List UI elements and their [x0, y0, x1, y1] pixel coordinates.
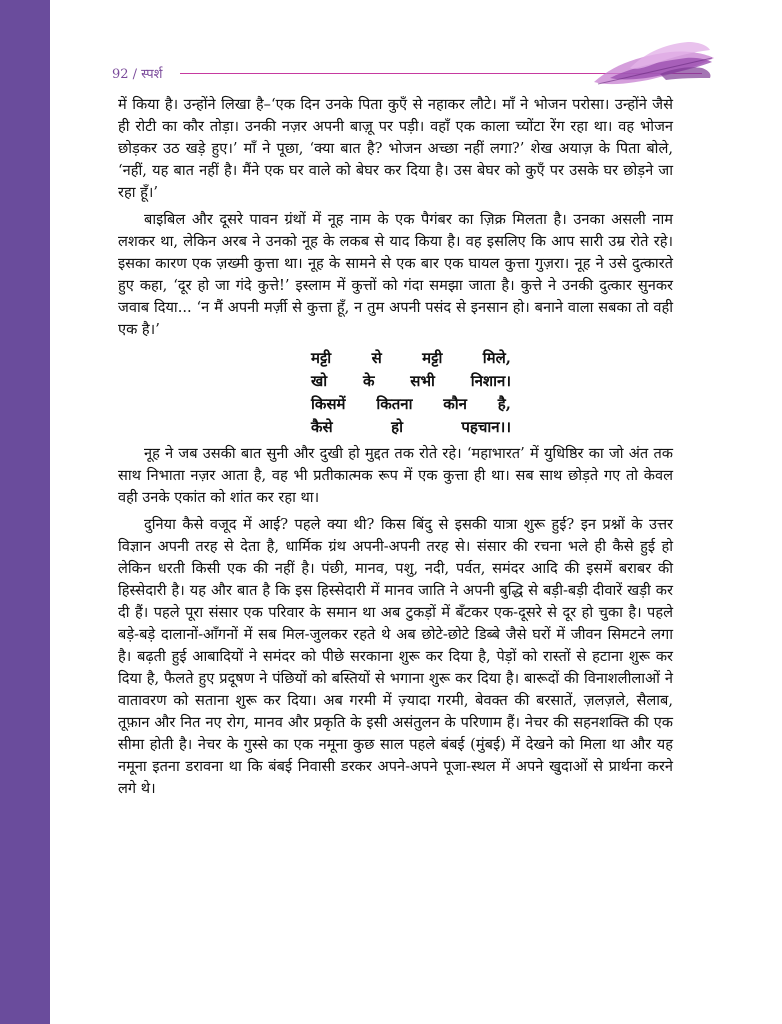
poem-line-4: कैसे हो पहचान।। [311, 418, 511, 436]
poem-line-1: मट्टी से मट्टी मिले, [311, 349, 511, 367]
decorative-feather-icon [590, 38, 718, 90]
poem-line-3: किसमें कितना कौन है, [311, 395, 511, 413]
page-number-label: 92 / स्पर्श [112, 67, 163, 82]
paragraph-world-creation: दुनिया कैसे वजूद में आई? पहले क्या थी? किस बिंदु से इसकी यात्रा शुरू हुई? इन प्रश्नों के उत्तर विज्ञान अपनी तरह से देता है, धार्मिक ग्रंथ अपनी-अपनी तरह से। संसार की रचना भले ही कैसे हुई हो लेकिन धरती किसी एक की नहीं है। पंछी, मानव, पशु, नदी, पर्वत, समंदर आदि की इसमें बराबर की हिस्सेदारी है। यह और बात है कि इस हिस्सेदारी में मानव जाति ने अपनी बुद्धि से बड़ी-बड़ी दीवारें खड़ी कर दी हैं। पहले पूरा संसार एक परिवार के समान था अब टुकड़ों में बँटकर एक-दूसरे से दूर हो चुका है। पहले बड़े-बड़े दालानों-आँगनों में सब मिल-जुलकर रहते थे अब छोटे-छोटे डिब्बे जैसे घरों में जीवन सिमटने लगा है। बढ़ती हुई आबादियों ने समंदर को पीछे सरकाना शुरू कर दिया है, पेड़ों को रास्तों से हटाना शुरू कर दिया है, फैलते हुए प्रदूषण ने पंछियों को बस्तियों से भगाना शुरू कर दिया है। बारूदों की विनाशलीलाओं ने वातावरण को सताना शुरू कर दिया। अब गरमी में ज़्यादा गरमी, बेवक्त की बरसातें, ज़लज़ले, सैलाब, तूफ़ान और नित नए रोग, मानव और प्रकृति के इसी असंतुलन के परिणाम हैं। नेचर की सहनशक्ति की एक सीमा होती है। नेचर के गुस्से का एक नमूना कुछ साल पहले बंबई (मुंबई) में देखने को मिला था और यह नमूना इतना डरावना था कि बंबई निवासी डरकर अपने-अपने पूजा-स्थल में अपने खुदाओं से प्रार्थना करने लगे थे। [118, 516, 673, 797]
poem-line-2: खो के सभी निशान। [311, 372, 511, 390]
paragraph-mahabharat: नूह ने जब उसकी बात सुनी और दुखी हो मुद्दत तक रोते रहे। ‘महाभारत’ में युधिष्ठिर का जो अंत तक साथ निभाता नज़र आता है, वह भी प्रतीकात्मक रूप में एक कुत्ता ही था। सब साथ छोड़ते गए तो केवल वही उनके एकांत को शांत कर रहा था। [118, 445, 673, 506]
page-header [112, 64, 672, 88]
paragraph-continued: में किया है। उन्होंने लिखा है–‘एक दिन उनके पिता कुएँ से नहाकर लौटे। माँ ने भोजन परोसा। उन्होंने जैसे ही रोटी का कौर तोड़ा। उनकी नज़र अपनी बाज़ू पर पड़ी। वहाँ एक काला च्योंटा रेंग रहा था। वह भोजन छोड़कर उठ खड़े हुए।’ माँ ने पूछा, ‘क्या बात है? भोजन अच्छा नहीं लगा?’ शेख अयाज़ के पिता बोले, ‘नहीं, यह बात नहीं है। मैंने एक घर वाले को बेघर कर दिया है। उस बेघर को कुएँ पर उसके घर छोड़ने जा रहा हूँ।’ [118, 96, 673, 201]
poem-block [311, 347, 511, 439]
page-content [118, 94, 673, 805]
paragraph-noah-story: बाइबिल और दूसरे पावन ग्रंथों में नूह नाम के एक पैगंबर का ज़िक्र मिलता है। उनका असली नाम लशकर था, लेकिन अरब ने उनको नूह के लकब से याद किया है। वह इसलिए कि आप सारी उम्र रोते रहे। इसका कारण एक ज़ख्मी कुत्ता था। नूह के सामने से एक बार एक घायल कुत्ता गुज़रा। नूह ने उसे दुत्कारते हुए कहा, ‘दूर हो जा गंदे कुत्ते!’ इस्लाम में कुत्तों को गंदा समझा जाता है। कुत्ते ने उनकी दुत्कार सुनकर जवाब दिया... ‘न मैं अपनी मर्ज़ी से कुत्ता हूँ, न तुम अपनी पसंद से इनसान हो। बनाने वाला सबका तो वही एक है।’ [118, 211, 673, 338]
side-color-bar [0, 0, 50, 1024]
